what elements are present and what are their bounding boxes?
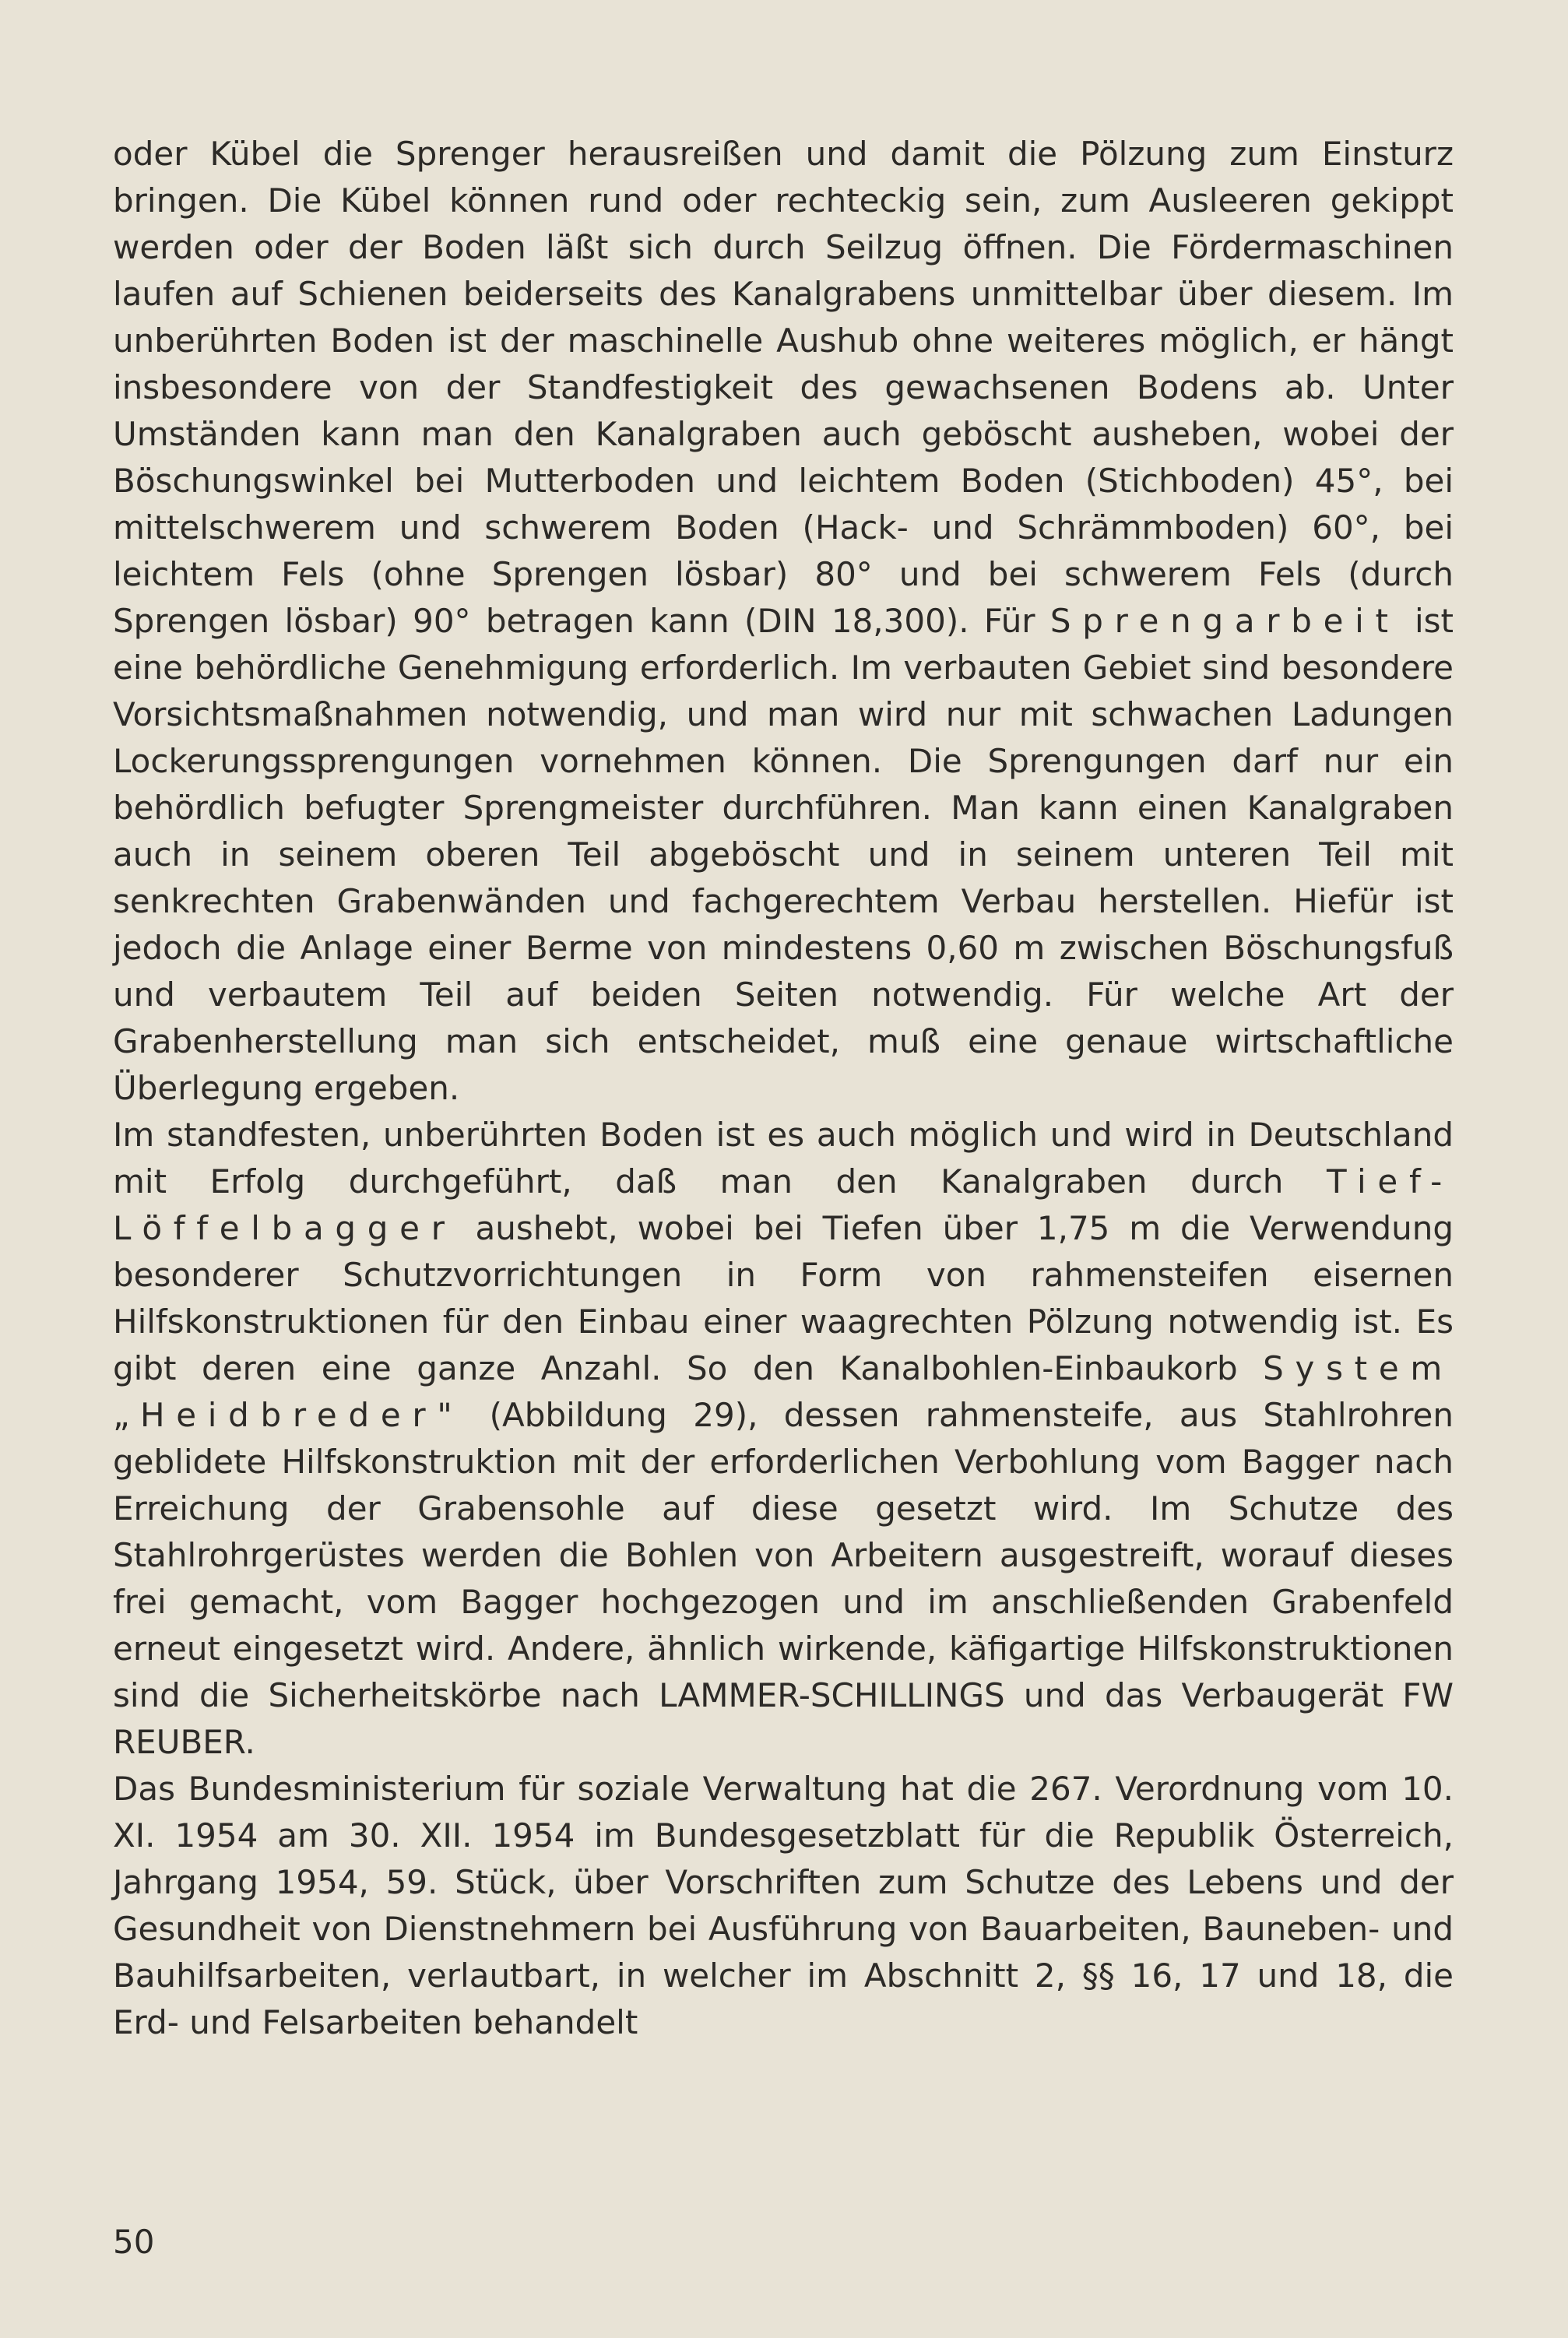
text-run: ist eine behördliche Genehmigung erforderlich. Im verbauten Gebiet sind besondere Vorsichtsmaßnahmen notwendig, und man wird nur mit schwachen Ladungen Lockerungssprengungen vornehmen können. Die Sprengungen darf nur ein behördlich befugter Sprengmeister durchführen. Man kann einen Kanalgraben auch in seinem oberen Teil abgeböscht und in seinem unteren Teil mit senkrechten Grabenwänden und fachgerechtem Verbau herstellen. Hiefür ist jedoch die Anlage einer Berme von mindestens 0,60 m zwischen Böschungsfuß und verbautem Teil auf beiden Seiten notwendig. Für welche Art der Grabenherstellung man sich entscheidet, muß eine genaue wirtschaftliche Überlegung ergeben. [113, 602, 1454, 1107]
paragraph [113, 131, 1454, 1112]
text-run: aushebt, wobei bei Tiefen über 1,75 m die Verwendung besonderer Schutzvorrichtungen in Form von rahmensteifen eisernen Hilfskonstruktionen für den Einbau einer waagrechten Pölzung notwendig ist. Es gibt deren eine ganze Anzahl. So den Kanalbohlen-Einbaukorb [113, 1209, 1454, 1387]
body-text [113, 131, 1454, 2046]
page-number: 50 [113, 2223, 155, 2261]
text-run: Das Bundesministerium für soziale Verwaltung hat die 267. Verordnung vom 10. XI. 1954 am 30. XII. 1954 im Bundesgesetzblatt für die Republik Österreich, Jahrgang 1954, 59. Stück, über Vorschriften zum Schutze des Lebens und der Gesundheit von Dienstnehmern bei Ausführung von Bauarbeiten, Bauneben- und Bauhilfsarbeiten, verlautbart, in welcher im Abschnitt 2, §§ 16, 17 und 18, die Erd- und Felsarbeiten behandelt [113, 1770, 1454, 2041]
text-run: (Abbildung 29), dessen rahmensteife, aus Stahlrohren geblidete Hilfskonstruktion mit der erforderlichen Verbohlung vom Bagger nach Erreichung der Grabensohle auf diese gesetzt wird. Im Schutze des Stahlrohrgerüstes werden die Bohlen von Arbeitern ausgestreift, worauf dieses frei gemacht, vom Bagger hochgezogen und im anschließenden Grabenfeld erneut eingesetzt wird. Andere, ähnlich wirkende, käfigartige Hilfskonstruktionen sind die Sicherheitskörbe nach LAMMER-SCHILLINGS und das Verbaugerät FW REUBER. [113, 1396, 1454, 1761]
paragraph [113, 1112, 1454, 1766]
paragraph [113, 1766, 1454, 2046]
text-run: Im standfesten, unberührten Boden ist es auch möglich und wird in Deutschland mit Erfolg durchgeführt, daß man den Kanalgraben durch [113, 1116, 1454, 1201]
text-run: oder Kübel die Sprenger herausreißen und damit die Pölzung zum Einsturz bringen. Die Kübel können rund oder rechteckig sein, zum Ausleeren gekippt werden oder der Boden läßt sich durch Seilzug öffnen. Die Fördermaschinen laufen auf Schienen beiderseits des Kanalgrabens unmittelbar über diesem. Im unberührten Boden ist der maschinelle Aushub ohne weiteres möglich, er hängt insbesondere von der Standfestigkeit des gewachsenen Bodens ab. Unter Umständen kann man den Kanalgraben auch geböscht ausheben, wobei der Böschungswinkel bei Mutterboden und leichtem Boden (Stichboden) 45°, bei mittelschwerem und schwerem Boden (Hack- und Schrämmboden) 60°, bei leichtem Fels (ohne Sprengen lösbar) 80° und bei schwerem Fels (durch Sprengen lösbar) 90° betragen kann (DIN 18,300). Für [113, 135, 1454, 640]
emphasized-term: System „Heidbreder" [113, 1349, 1454, 1434]
emphasized-term: Tief-Löffelbagger [113, 1162, 1454, 1247]
emphasized-term: Sprengarbeit [1049, 602, 1400, 640]
